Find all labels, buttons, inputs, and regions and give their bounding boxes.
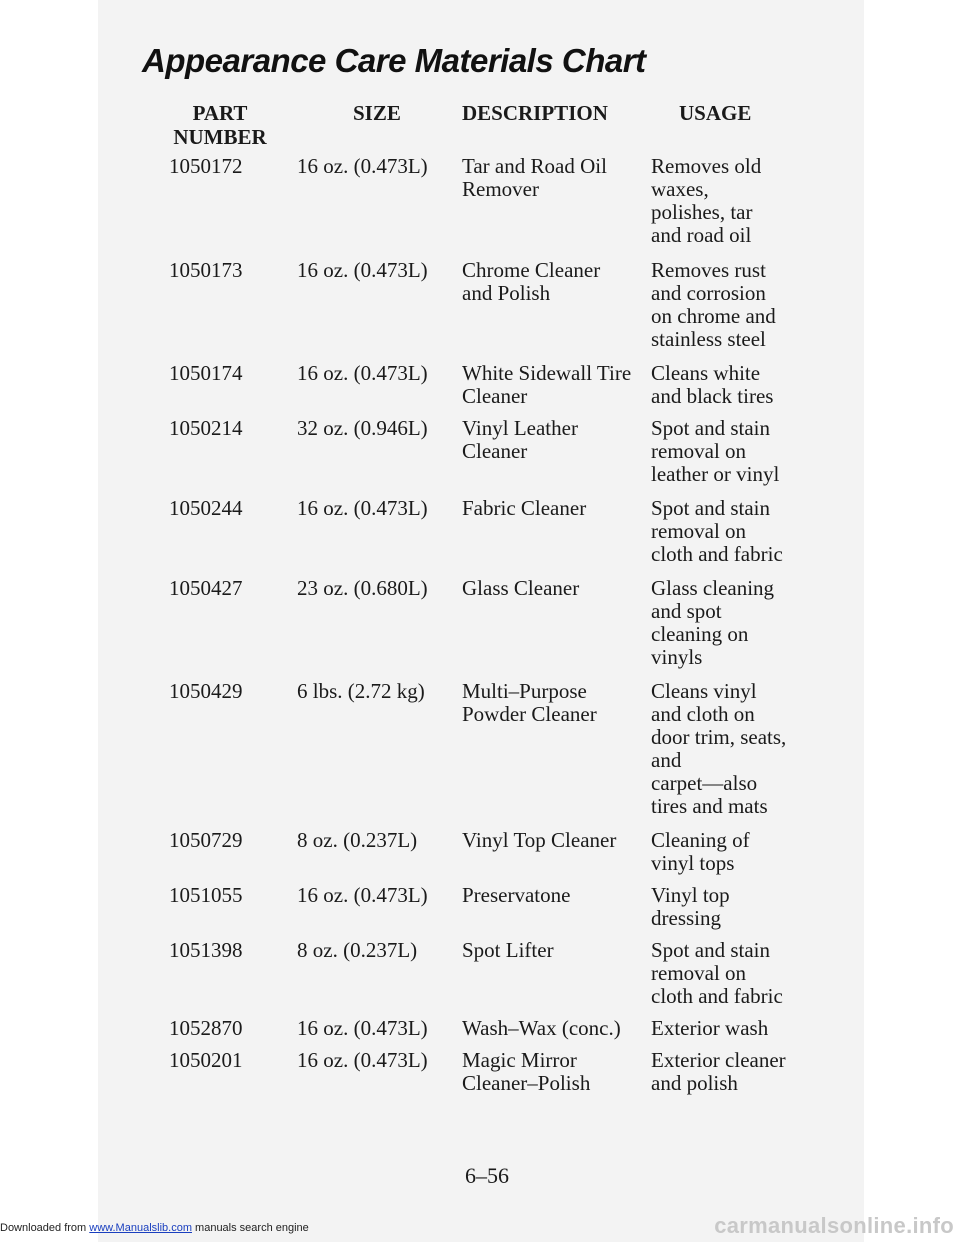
cell-description: Vinyl Top Cleaner <box>462 828 617 852</box>
cell-usage: Removes old waxes, polishes, tar and road oil <box>651 154 762 247</box>
cell-part-number: 1051398 <box>169 938 243 962</box>
cell-size: 16 oz. (0.473L) <box>297 361 428 385</box>
cell-size: 32 oz. (0.946L) <box>297 416 428 440</box>
cell-description: Vinyl Leather Cleaner <box>462 416 578 463</box>
cell-size: 16 oz. (0.473L) <box>297 1048 428 1072</box>
header-usage: USAGE <box>679 101 752 125</box>
page-title: Appearance Care Materials Chart <box>142 42 646 79</box>
cell-size: 6 lbs. (2.72 kg) <box>297 679 425 703</box>
cell-description: Multi–Purpose Powder Cleaner <box>462 679 597 726</box>
cell-size: 16 oz. (0.473L) <box>297 1016 428 1040</box>
cell-part-number: 1050427 <box>169 576 243 600</box>
cell-description: Magic Mirror Cleaner–Polish <box>462 1048 591 1095</box>
footer-prefix: Downloaded from <box>0 1222 90 1234</box>
cell-size: 8 oz. (0.237L) <box>297 938 418 962</box>
cell-description: Tar and Road Oil Remover <box>462 154 607 201</box>
header-description: DESCRIPTION <box>462 101 608 125</box>
cell-usage: Vinyl top dressing <box>651 883 730 930</box>
cell-part-number: 1050729 <box>169 828 243 852</box>
cell-part-number: 1052870 <box>169 1016 243 1040</box>
cell-description: Spot Lifter <box>462 938 554 962</box>
cell-part-number: 1050429 <box>169 679 243 703</box>
watermark: carmanualsonline.info <box>714 1213 954 1238</box>
cell-usage: Exterior wash <box>651 1016 769 1040</box>
header-part-line2: NUMBER <box>173 125 267 149</box>
cell-usage: Exterior cleaner and polish <box>651 1048 786 1095</box>
cell-part-number: 1050174 <box>169 361 243 385</box>
cell-description: Wash–Wax (conc.) <box>462 1016 621 1040</box>
cell-description: Glass Cleaner <box>462 576 580 600</box>
cell-part-number: 1051055 <box>169 883 243 907</box>
cell-description: Chrome Cleaner and Polish <box>462 258 601 305</box>
cell-size: 23 oz. (0.680L) <box>297 576 428 600</box>
cell-usage: Cleans vinyl and cloth on door trim, seats, and carpet—also tires and mats <box>651 679 787 818</box>
download-footer <box>0 1222 309 1234</box>
cell-part-number: 1050214 <box>169 416 243 440</box>
cell-part-number: 1050201 <box>169 1048 243 1072</box>
cell-size: 16 oz. (0.473L) <box>297 154 428 178</box>
cell-part-number: 1050173 <box>169 258 243 282</box>
cell-usage: Spot and stain removal on cloth and fabric <box>651 938 783 1008</box>
cell-size: 16 oz. (0.473L) <box>297 883 428 907</box>
cell-usage: Removes rust and corrosion on chrome and stainless steel <box>651 258 776 351</box>
cell-part-number: 1050244 <box>169 496 243 520</box>
cell-usage: Cleans white and black tires <box>651 361 774 408</box>
cell-usage: Glass cleaning and spot cleaning on vinyls <box>651 576 775 669</box>
page-number: 6–56 <box>465 1163 509 1188</box>
cell-usage: Cleaning of vinyl tops <box>651 828 750 875</box>
cell-usage: Spot and stain removal on cloth and fabric <box>651 496 783 566</box>
cell-description: White Sidewall Tire Cleaner <box>462 361 632 408</box>
cell-description: Fabric Cleaner <box>462 496 587 520</box>
cell-usage: Spot and stain removal on leather or vinyl <box>651 416 780 486</box>
cell-size: 16 oz. (0.473L) <box>297 496 428 520</box>
header-part-number <box>150 101 290 149</box>
footer-suffix: manuals search engine <box>191 1222 309 1234</box>
manualslib-link[interactable]: www.Manualslib.com <box>89 1222 192 1234</box>
cell-size: 8 oz. (0.237L) <box>297 828 418 852</box>
cell-size: 16 oz. (0.473L) <box>297 258 428 282</box>
cell-description: Preservatone <box>462 883 571 907</box>
cell-part-number: 1050172 <box>169 154 243 178</box>
header-part-line1: PART <box>192 101 248 125</box>
header-size: SIZE <box>353 101 401 125</box>
